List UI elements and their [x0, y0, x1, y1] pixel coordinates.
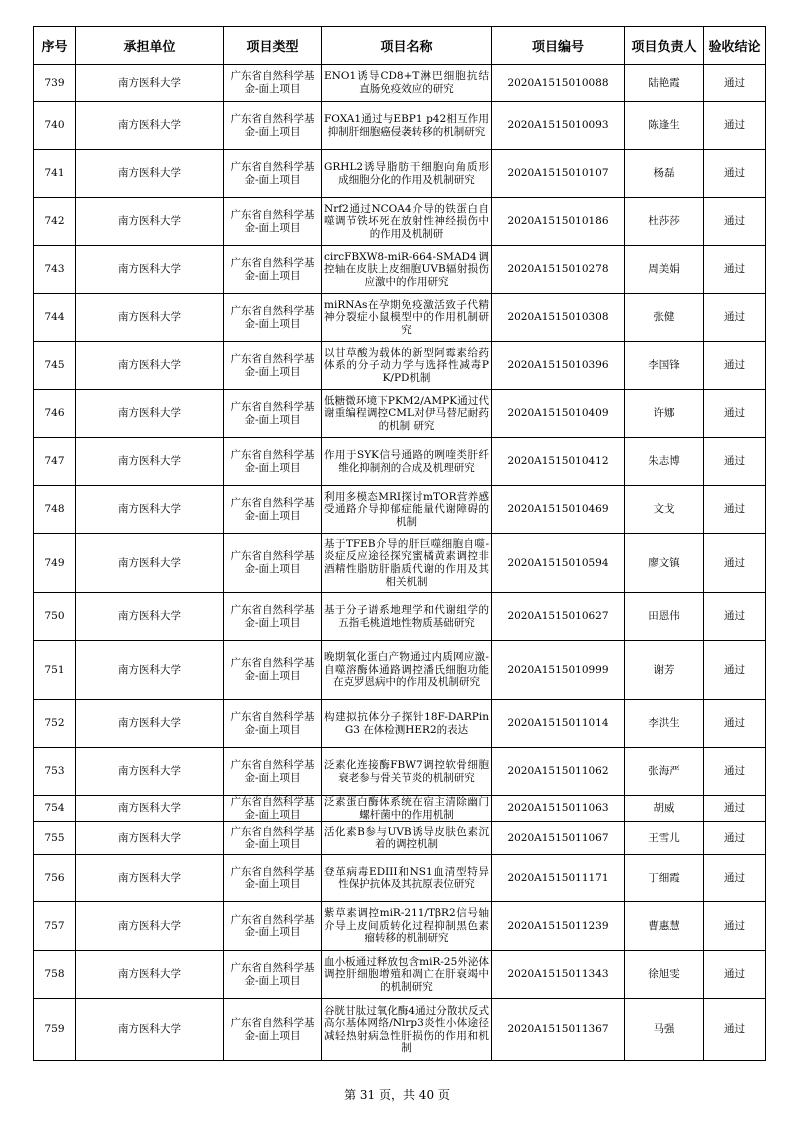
table-row: [34, 486, 766, 534]
cell-unit: 南方医科大学: [76, 641, 224, 700]
cell-no: 757: [34, 902, 76, 951]
cell-unit: 南方医科大学: [76, 748, 224, 796]
cell-name: 晚期氧化蛋白产物通过内质网应激-自噬溶酶体通路调控潘氏细胞功能在克罗恩病中的作用及机制研究: [322, 641, 492, 700]
table-row: [34, 951, 766, 999]
cell-name: 谷胱甘肽过氧化酶4通过分散状反式高尔基体网络/Nlrp3炎性小体途径减轻热射病急性肝损伤的作用和机制: [322, 999, 492, 1061]
cell-leader: 许娜: [625, 390, 704, 438]
cell-no: 753: [34, 748, 76, 796]
cell-code: 2020A1515011014: [492, 700, 625, 748]
cell-leader: 胡威: [625, 796, 704, 822]
document-page: [33, 26, 765, 1061]
cell-no: 759: [34, 999, 76, 1061]
cell-unit: 南方医科大学: [76, 198, 224, 246]
table-row: [34, 198, 766, 246]
cell-name: 以甘草酸为载体的新型阿霉素给药体系的分子动力学与选择性减毒PK/PD机制: [322, 342, 492, 390]
header-result: 验收结论: [704, 27, 766, 65]
cell-name: 低糖微环境下PKM2/AMPK通过代谢重编程调控CML对伊马替尼耐药的机制 研究: [322, 390, 492, 438]
cell-leader: 文戈: [625, 486, 704, 534]
cell-code: 2020A1515011343: [492, 951, 625, 999]
cell-unit: 南方医科大学: [76, 534, 224, 593]
cell-name: GRHL2诱导脂肪干细胞向角质形成细胞分化的作用及机制研究: [322, 150, 492, 198]
cell-unit: 南方医科大学: [76, 246, 224, 294]
page-footer: 第 31 页，共 40 页: [344, 1088, 450, 1102]
cell-name: ENO1诱导CD8+T淋巴细胞抗结直肠免疫效应的研究: [322, 65, 492, 102]
cell-result: 通过: [704, 342, 766, 390]
cell-leader: 曹惠慧: [625, 902, 704, 951]
cell-unit: 南方医科大学: [76, 822, 224, 855]
cell-unit: 南方医科大学: [76, 855, 224, 902]
cell-code: 2020A1515010627: [492, 593, 625, 641]
cell-leader: 张健: [625, 294, 704, 342]
cell-code: 2020A1515010093: [492, 102, 625, 150]
cell-no: 743: [34, 246, 76, 294]
cell-leader: 田恩伟: [625, 593, 704, 641]
cell-name: 基于TFEB介导的肝巨噬细胞自噬-炎症反应途径探究蜜橘黄素调控非酒精性脂肪肝脂质代谢的作用及其相关机制: [322, 534, 492, 593]
cell-type: 广东省自然科学基金-面上项目: [224, 902, 322, 951]
cell-code: 2020A1515010469: [492, 486, 625, 534]
cell-code: 2020A1515011239: [492, 902, 625, 951]
cell-code: 2020A1515011063: [492, 796, 625, 822]
table-row: [34, 641, 766, 700]
table-row: [34, 855, 766, 902]
cell-result: 通过: [704, 902, 766, 951]
cell-type: 广东省自然科学基金-面上项目: [224, 342, 322, 390]
cell-unit: 南方医科大学: [76, 102, 224, 150]
cell-type: 广东省自然科学基金-面上项目: [224, 796, 322, 822]
cell-leader: 李国锋: [625, 342, 704, 390]
cell-no: 749: [34, 534, 76, 593]
cell-leader: 张海严: [625, 748, 704, 796]
cell-result: 通过: [704, 65, 766, 102]
cell-type: 广东省自然科学基金-面上项目: [224, 102, 322, 150]
cell-name: 紫草素调控miR-211/TβR2信号轴介导上皮间质转化过程抑制黑色素瘤转移的机制研究: [322, 902, 492, 951]
cell-code: 2020A1515011067: [492, 822, 625, 855]
cell-name: 活化素B参与UVB诱导皮肤色素沉着的调控机制: [322, 822, 492, 855]
table-row: [34, 150, 766, 198]
cell-type: 广东省自然科学基金-面上项目: [224, 486, 322, 534]
cell-leader: 李洪生: [625, 700, 704, 748]
cell-type: 广东省自然科学基金-面上项目: [224, 700, 322, 748]
cell-code: 2020A1515011171: [492, 855, 625, 902]
cell-result: 通过: [704, 438, 766, 486]
acceptance-results-table: [33, 26, 766, 1061]
table-row: [34, 246, 766, 294]
cell-leader: 杨磊: [625, 150, 704, 198]
cell-no: 754: [34, 796, 76, 822]
cell-code: 2020A1515010594: [492, 534, 625, 593]
cell-result: 通过: [704, 700, 766, 748]
table-row: [34, 102, 766, 150]
table-body: [34, 65, 766, 1061]
cell-result: 通过: [704, 534, 766, 593]
cell-type: 广东省自然科学基金-面上项目: [224, 65, 322, 102]
cell-name: 泛素化连接酶FBW7调控软骨细胞衰老参与骨关节炎的机制研究: [322, 748, 492, 796]
cell-code: 2020A1515010088: [492, 65, 625, 102]
cell-result: 通过: [704, 390, 766, 438]
cell-result: 通过: [704, 294, 766, 342]
table-row: [34, 796, 766, 822]
table-row: [34, 534, 766, 593]
header-name: 项目名称: [322, 27, 492, 65]
cell-name: 登革病毒EDIII和NS1血清型特异性保护抗体及其抗原表位研究: [322, 855, 492, 902]
cell-no: 742: [34, 198, 76, 246]
cell-type: 广东省自然科学基金-面上项目: [224, 748, 322, 796]
table-row: [34, 342, 766, 390]
cell-name: 作用于SYK信号通路的咧喹类肝纤维化抑制剂的合成及机理研究: [322, 438, 492, 486]
cell-unit: 南方医科大学: [76, 342, 224, 390]
table-row: [34, 700, 766, 748]
header-no: 序号: [34, 27, 76, 65]
table-row: [34, 999, 766, 1061]
table-row: [34, 438, 766, 486]
table-row: [34, 822, 766, 855]
cell-result: 通过: [704, 748, 766, 796]
cell-result: 通过: [704, 198, 766, 246]
cell-result: 通过: [704, 246, 766, 294]
cell-code: 2020A1515010107: [492, 150, 625, 198]
cell-result: 通过: [704, 102, 766, 150]
cell-type: 广东省自然科学基金-面上项目: [224, 390, 322, 438]
table-row: [34, 390, 766, 438]
cell-no: 752: [34, 700, 76, 748]
cell-result: 通过: [704, 486, 766, 534]
cell-no: 741: [34, 150, 76, 198]
table-row: [34, 902, 766, 951]
cell-leader: 朱志博: [625, 438, 704, 486]
cell-code: 2020A1515011062: [492, 748, 625, 796]
cell-type: 广东省自然科学基金-面上项目: [224, 534, 322, 593]
cell-type: 广东省自然科学基金-面上项目: [224, 246, 322, 294]
cell-code: 2020A1515010999: [492, 641, 625, 700]
header-leader: 项目负责人: [625, 27, 704, 65]
table-row: [34, 65, 766, 102]
cell-leader: 陆艳霞: [625, 65, 704, 102]
cell-unit: 南方医科大学: [76, 390, 224, 438]
cell-unit: 南方医科大学: [76, 294, 224, 342]
cell-no: 750: [34, 593, 76, 641]
cell-type: 广东省自然科学基金-面上项目: [224, 150, 322, 198]
cell-unit: 南方医科大学: [76, 700, 224, 748]
table-row: [34, 748, 766, 796]
cell-leader: 王雪儿: [625, 822, 704, 855]
header-code: 项目编号: [492, 27, 625, 65]
cell-no: 745: [34, 342, 76, 390]
table-row: [34, 294, 766, 342]
cell-no: 746: [34, 390, 76, 438]
cell-unit: 南方医科大学: [76, 796, 224, 822]
cell-type: 广东省自然科学基金-面上项目: [224, 951, 322, 999]
cell-leader: 丁细霞: [625, 855, 704, 902]
cell-type: 广东省自然科学基金-面上项目: [224, 294, 322, 342]
cell-type: 广东省自然科学基金-面上项目: [224, 438, 322, 486]
cell-name: Nrf2通过NCOA4介导的铁蛋白自噬调节铁坏死在放射性神经损伤中的作用及机制研: [322, 198, 492, 246]
cell-result: 通过: [704, 855, 766, 902]
cell-code: 2020A1515010412: [492, 438, 625, 486]
cell-leader: 周美娟: [625, 246, 704, 294]
cell-name: miRNAs在孕期免疫激活致子代精神分裂症小鼠模型中的作用机制研究: [322, 294, 492, 342]
cell-unit: 南方医科大学: [76, 150, 224, 198]
header-type: 项目类型: [224, 27, 322, 65]
cell-leader: 徐旭雯: [625, 951, 704, 999]
cell-name: 泛素蛋白酶体系统在宿主清除幽门螺杆菌中的作用机制: [322, 796, 492, 822]
header-unit: 承担单位: [76, 27, 224, 65]
cell-no: 751: [34, 641, 76, 700]
cell-unit: 南方医科大学: [76, 951, 224, 999]
cell-name: 血小板通过释放包含miR-25外泌体调控肝细胞增殖和凋亡在肝衰竭中的机制研究: [322, 951, 492, 999]
cell-unit: 南方医科大学: [76, 486, 224, 534]
cell-result: 通过: [704, 796, 766, 822]
cell-leader: 廖文镇: [625, 534, 704, 593]
cell-code: 2020A1515010396: [492, 342, 625, 390]
cell-unit: 南方医科大学: [76, 65, 224, 102]
cell-name: circFBXW8-miR-664-SMAD4调控轴在皮肤上皮细胞UVB辐射损伤应激中的作用研究: [322, 246, 492, 294]
cell-code: 2020A1515010186: [492, 198, 625, 246]
cell-name: 基于分子谱系地理学和代谢组学的五指毛桃道地性物质基础研究: [322, 593, 492, 641]
cell-leader: 陈逢生: [625, 102, 704, 150]
cell-no: 744: [34, 294, 76, 342]
cell-unit: 南方医科大学: [76, 593, 224, 641]
cell-no: 740: [34, 102, 76, 150]
cell-type: 广东省自然科学基金-面上项目: [224, 855, 322, 902]
cell-unit: 南方医科大学: [76, 438, 224, 486]
cell-no: 747: [34, 438, 76, 486]
cell-result: 通过: [704, 822, 766, 855]
cell-leader: 杜莎莎: [625, 198, 704, 246]
cell-no: 758: [34, 951, 76, 999]
cell-result: 通过: [704, 999, 766, 1061]
cell-code: 2020A1515010278: [492, 246, 625, 294]
cell-result: 通过: [704, 593, 766, 641]
cell-unit: 南方医科大学: [76, 902, 224, 951]
cell-type: 广东省自然科学基金-面上项目: [224, 999, 322, 1061]
cell-name: FOXA1通过与EBP1 p42相互作用抑制肝细胞癌侵袭转移的机制研究: [322, 102, 492, 150]
cell-type: 广东省自然科学基金-面上项目: [224, 593, 322, 641]
cell-type: 广东省自然科学基金-面上项目: [224, 641, 322, 700]
cell-result: 通过: [704, 150, 766, 198]
cell-no: 756: [34, 855, 76, 902]
table-row: [34, 593, 766, 641]
cell-result: 通过: [704, 951, 766, 999]
cell-no: 755: [34, 822, 76, 855]
cell-code: 2020A1515011367: [492, 999, 625, 1061]
cell-code: 2020A1515010308: [492, 294, 625, 342]
cell-name: 构建拟抗体分子探针18F-DARPin G3 在体检测HER2的表达: [322, 700, 492, 748]
table-header-row: [34, 27, 766, 65]
cell-leader: 谢芳: [625, 641, 704, 700]
cell-leader: 马强: [625, 999, 704, 1061]
cell-name: 利用多模态MRI探讨mTOR营养感受通路介导抑郁症能量代谢障碍的机制: [322, 486, 492, 534]
cell-type: 广东省自然科学基金-面上项目: [224, 822, 322, 855]
cell-type: 广东省自然科学基金-面上项目: [224, 198, 322, 246]
cell-result: 通过: [704, 641, 766, 700]
cell-unit: 南方医科大学: [76, 999, 224, 1061]
cell-code: 2020A1515010409: [492, 390, 625, 438]
cell-no: 748: [34, 486, 76, 534]
cell-no: 739: [34, 65, 76, 102]
